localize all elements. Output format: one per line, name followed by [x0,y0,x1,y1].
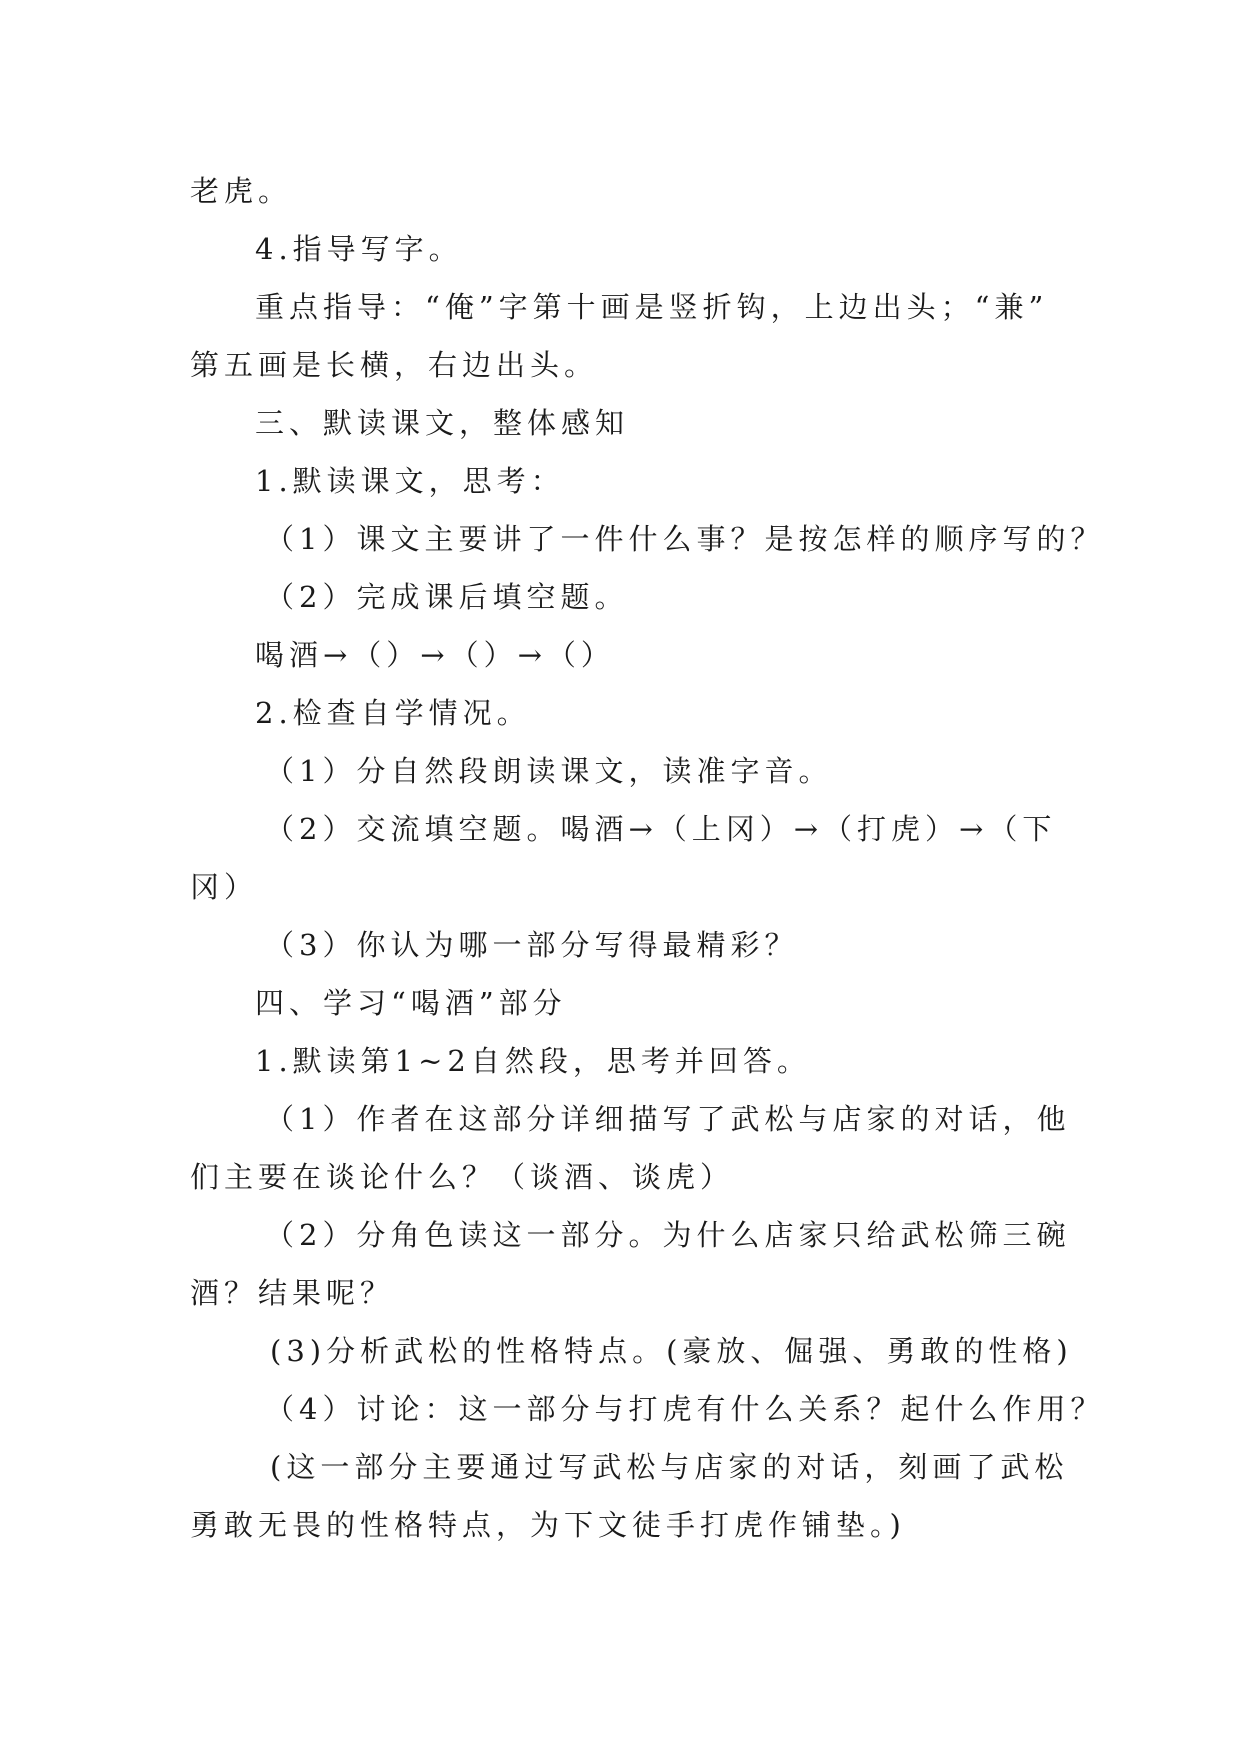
section-heading: 四、学习“喝酒”部分 [255,986,567,1020]
document-body [190,162,1105,1554]
section-item: 4.指导写字。 [255,232,463,266]
paragraph-line: 勇敢无畏的性格特点，为下文徒手打虎作铺垫。) [190,1508,906,1542]
question-item: （2）分角色读这一部分。为什么店家只给武松筛三碗 [265,1218,1071,1252]
answer-note: (这一部分主要通过写武松与店家的对话，刻画了武松 [270,1450,1069,1484]
section-heading: 三、默读课文，整体感知 [255,406,630,440]
paragraph-line: 老虎。 [190,174,293,208]
fill-blank-line: 喝酒→（）→（）→（） [255,638,615,672]
question-item: （1）作者在这部分详细描写了武松与店家的对话，他 [265,1102,1071,1136]
section-item: 1.默读第1~2自然段，思考并回答。 [255,1044,811,1078]
question-item: （4）讨论：这一部分与打虎有什么关系？起什么作用？ [265,1392,1105,1426]
paragraph-line: 第五画是长横，右边出头。 [190,348,599,382]
paragraph-line: 们主要在谈论什么？（谈酒、谈虎） [190,1160,735,1194]
question-item: （1）课文主要讲了一件什么事？是按怎样的顺序写的？ [265,522,1105,556]
paragraph-line: 酒？结果呢？ [190,1276,395,1310]
section-item: 2.检查自学情况。 [255,696,531,730]
paragraph-line: 冈） [190,870,259,904]
question-item: （3）你认为哪一部分写得最精彩？ [265,928,799,962]
paragraph-line: 重点指导：“俺”字第十画是竖折钩，上边出头；“兼” [255,290,1049,324]
question-item: （2）完成课后填空题。 [265,580,629,614]
question-item: （2）交流填空题。喝酒→（上冈）→（打虎）→（下 [265,812,1057,846]
question-item: （1）分自然段朗读课文，读准字音。 [265,754,833,788]
question-item: (3)分析武松的性格特点。(豪放、倔强、勇敢的性格) [270,1334,1073,1368]
section-item: 1.默读课文，思考： [255,464,565,498]
